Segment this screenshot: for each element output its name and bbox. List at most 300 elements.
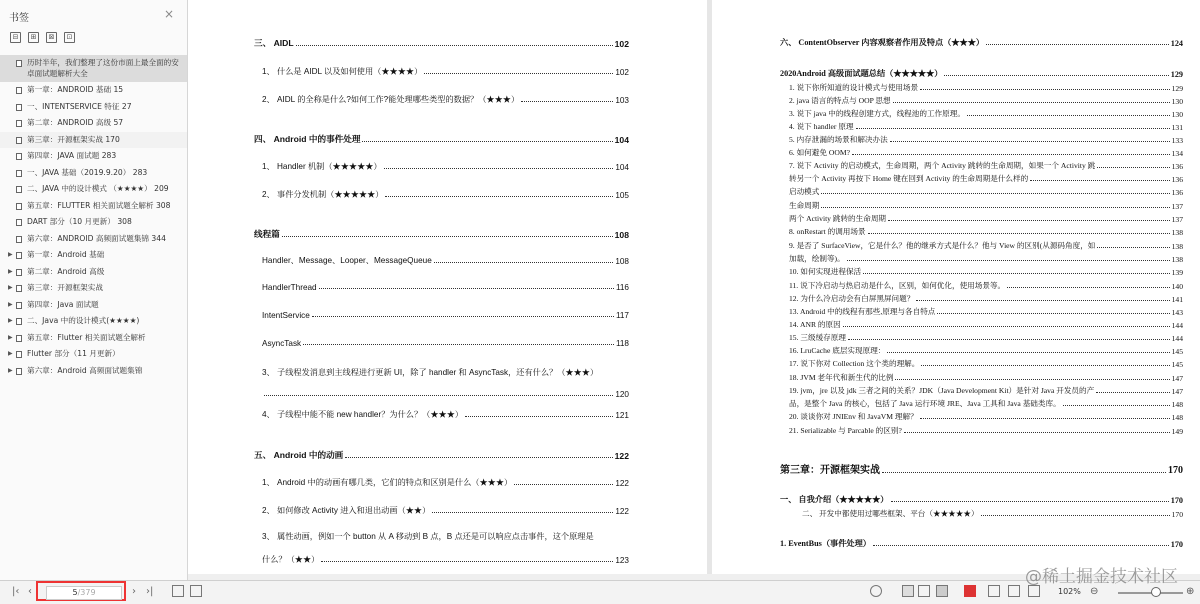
toc-entry-title: Handler、Message、Looper、MessageQueue xyxy=(262,256,432,265)
bookmark-label: 历时半年，我们整理了这份市面上最全面的安卓面试题解析大全 xyxy=(27,58,179,78)
toc-entry[interactable] xyxy=(262,311,629,320)
fit-page-icon[interactable] xyxy=(988,585,1000,597)
bookmark-toolbar xyxy=(10,32,75,43)
bookmark-item[interactable] xyxy=(0,363,187,380)
toc-entry[interactable] xyxy=(789,253,1183,264)
toc-entry-title: 14. ANR 的原因 xyxy=(789,320,841,329)
single-page-icon[interactable] xyxy=(902,585,914,597)
toc-leader-dots xyxy=(904,431,1170,433)
toc-entry-title: 品，是整个 Java 的核心，包括了 Java 运行环境 JRE、Java 工具和 Java 基础类库。 xyxy=(789,399,1061,408)
first-page-button[interactable]: |‹ xyxy=(12,586,20,597)
toc-entry-title: 18. JVM 老年代和新生代的比例 xyxy=(789,373,894,382)
bookmark-page-icon xyxy=(16,219,22,226)
toc-entry-title: 15. 三级缓存原理 xyxy=(789,333,846,342)
bookmark-label: 一、JAVA 基础（2019.9.20） 283 xyxy=(27,167,148,177)
toc-entry[interactable] xyxy=(789,332,1183,343)
bookmark-label: Flutter 部分（11 月更新） xyxy=(27,349,120,358)
next-page-button[interactable]: › xyxy=(132,586,136,597)
toc-leader-dots xyxy=(868,232,1170,234)
bookmark-item[interactable] xyxy=(0,148,187,165)
toc-entry[interactable] xyxy=(262,505,629,516)
toc-leader-dots xyxy=(882,471,1166,473)
zoom-out-icon[interactable]: ⊖ xyxy=(1090,586,1099,597)
toc-entry[interactable] xyxy=(789,345,1183,356)
expand-all-icon[interactable]: ⊟ xyxy=(10,32,21,43)
eye-icon[interactable] xyxy=(870,585,882,597)
toc-entry[interactable] xyxy=(262,367,629,378)
bookmark-item[interactable] xyxy=(0,198,187,215)
toc-page-number: 140 xyxy=(1171,282,1183,291)
page-number-box xyxy=(36,581,126,601)
toc-entry-title: 6. 如何避免 OOM? xyxy=(789,148,850,157)
bookmark-item[interactable] xyxy=(0,165,187,182)
bookmark-label: 第六章：ANDROID 高频面试题集锦 344 xyxy=(27,233,166,243)
page-thumb-icon[interactable] xyxy=(190,585,202,597)
toc-entry[interactable] xyxy=(789,226,1183,237)
toc-leader-dots xyxy=(264,394,613,396)
toc-leader-dots xyxy=(1030,179,1169,181)
toc-page-number: 144 xyxy=(1171,334,1183,343)
bookmark-page-icon xyxy=(16,60,22,67)
toc-entry[interactable] xyxy=(262,255,629,266)
toc-entry-title: 2、 事件分发机制（★★★★★） xyxy=(262,190,384,199)
bookmark-item[interactable] xyxy=(0,214,187,231)
bookmark-page-icon xyxy=(16,335,22,342)
toc-page-number: 170 xyxy=(1171,510,1183,519)
toc-entry-title: 二、 开发中都使用过哪些框架、平台（★★★★★） xyxy=(802,509,979,518)
bookmark-item[interactable] xyxy=(0,132,187,149)
toc-leader-dots xyxy=(385,195,613,197)
toc-entry[interactable] xyxy=(789,108,1183,119)
toc-leader-dots xyxy=(986,43,1169,45)
bookmarks-panel xyxy=(0,0,188,580)
page-count: /379 xyxy=(77,588,96,597)
bookmark-page-icon xyxy=(16,87,22,94)
bookmark-label: 第三章：开源框架实战 xyxy=(27,283,103,292)
toc-entry[interactable] xyxy=(780,538,1183,549)
toc-page-number: 108 xyxy=(614,230,629,240)
toc-page-number: 149 xyxy=(1171,427,1183,436)
toc-entry-title: 转另一个 Activity 再按下 Home 键在回到 Activity 的生命周期是什么样的 xyxy=(789,174,1029,183)
toc-entry[interactable] xyxy=(789,173,1183,184)
toc-entry-title: 5. 内存泄漏的场景和解决办法 xyxy=(789,135,888,144)
toc-entry[interactable] xyxy=(802,508,1183,519)
toc-entry[interactable] xyxy=(262,409,629,420)
toc-leader-dots xyxy=(891,500,1169,502)
toc-entry-title: 10. 如何实现进程保活 xyxy=(789,267,862,276)
toc-page-number: 148 xyxy=(1171,400,1183,409)
toc-page-number: 122 xyxy=(615,507,629,516)
bookmark-item[interactable] xyxy=(0,280,187,297)
bookmark-label: 第四章：JAVA 面试题 283 xyxy=(27,151,117,160)
toc-leader-dots xyxy=(981,514,1170,516)
toc-entry-title: 1、 Handler 机制（★★★★★） xyxy=(262,162,382,171)
page-number-input[interactable] xyxy=(46,586,122,600)
bookmark-label: 二、Java 中的设计模式(★★★★) xyxy=(27,316,140,325)
document-viewer xyxy=(188,0,1200,574)
toc-page-number: 170 xyxy=(1168,465,1183,476)
fit-width-icon[interactable] xyxy=(1008,585,1020,597)
toc-entry[interactable] xyxy=(254,133,629,145)
toc-page-number: 141 xyxy=(1171,295,1183,304)
toc-entry-title: AsyncTask xyxy=(262,339,302,348)
toc-entry-title: 9. 是否了 SurfaceView，它是什么？他的继承方式是什么？他与 View 的区别(从源码角度，如 xyxy=(789,241,1096,250)
toc-leader-dots xyxy=(296,44,613,46)
expand-arrow-icon[interactable]: ▶ xyxy=(8,300,13,308)
toc-page-number: 137 xyxy=(1171,215,1183,224)
bookmark-item[interactable] xyxy=(0,264,187,281)
bookmark-page-icon xyxy=(16,269,22,276)
bookmark-page-icon xyxy=(16,318,22,325)
toc-page-number: 104 xyxy=(614,135,629,145)
bookmark-page-icon xyxy=(16,351,22,358)
toc-leader-dots xyxy=(303,343,614,345)
add-page-icon[interactable] xyxy=(172,585,184,597)
toc-leader-dots xyxy=(852,153,1170,155)
play-icon[interactable] xyxy=(964,585,976,597)
toc-leader-dots xyxy=(282,235,613,237)
toc-entry[interactable] xyxy=(789,358,1183,369)
bookmark-page-icon xyxy=(16,186,22,193)
toc-entry-title: 20. 谈谈你对 JNIEnv 和 JavaVM 理解？ xyxy=(789,412,918,421)
toc-entry-title: 1、 什么是 AIDL 以及如何使用（★★★★） xyxy=(262,67,423,76)
toc-leader-dots xyxy=(873,544,1169,546)
bookmark-page-icon xyxy=(16,368,22,375)
bookmark-label: 二、JAVA 中的设计模式 （★★★★） 209 xyxy=(27,184,169,193)
toc-page-number: 102 xyxy=(615,68,629,77)
expand-arrow-icon[interactable]: ▶ xyxy=(8,333,13,341)
toc-entry[interactable] xyxy=(262,390,629,399)
toc-entry[interactable] xyxy=(262,161,629,172)
bookmark-label: 一、INTENTSERVICE 特征 27 xyxy=(27,101,132,111)
bookmark-item[interactable] xyxy=(0,181,187,198)
toc-leader-dots xyxy=(890,140,1170,142)
watermark: @稀土掘金技术社区 xyxy=(1025,567,1178,587)
bookmark-item[interactable] xyxy=(0,297,187,314)
toc-leader-dots xyxy=(887,351,1169,353)
toc-entry[interactable] xyxy=(262,94,629,105)
toc-leader-dots xyxy=(895,378,1169,380)
bookmark-page-icon xyxy=(16,170,22,177)
toc-leader-dots xyxy=(319,287,614,289)
toc-page-number: 123 xyxy=(615,556,629,565)
toc-leader-dots xyxy=(1097,246,1169,248)
toc-page-number: 145 xyxy=(1171,347,1183,356)
toc-entry[interactable] xyxy=(254,37,629,49)
expand-arrow-icon[interactable]: ▶ xyxy=(8,284,13,291)
page-number-value: 5 xyxy=(72,588,78,597)
toc-entry-title: 4、 子线程中能不能 new handler？为什么？（★★★） xyxy=(262,410,464,419)
toc-leader-dots xyxy=(1096,391,1169,393)
toc-page-number: 147 xyxy=(1171,387,1183,396)
toc-page-number: 122 xyxy=(615,479,629,488)
toc-entry[interactable] xyxy=(789,213,1183,224)
toc-entry[interactable] xyxy=(780,494,1183,505)
toc-entry[interactable] xyxy=(789,160,1183,171)
toc-page-number: 117 xyxy=(615,311,629,320)
bookmark-label: 第二章：Android 高级 xyxy=(27,266,105,276)
toc-page-number: 145 xyxy=(1171,360,1183,369)
prev-page-button[interactable]: ‹ xyxy=(28,586,32,597)
toc-page-number: 108 xyxy=(615,257,629,266)
pdf-page-right xyxy=(712,0,1200,574)
toc-leader-dots xyxy=(321,560,613,562)
collapse-all-icon[interactable]: ⊞ xyxy=(28,32,39,43)
bookmark-page-icon xyxy=(16,285,22,292)
toc-entry[interactable] xyxy=(789,134,1183,145)
toc-leader-dots xyxy=(424,72,613,74)
toc-page-number: 148 xyxy=(1171,413,1183,422)
toc-page-number: 129 xyxy=(1170,70,1183,79)
bookmark-item[interactable] xyxy=(0,330,187,347)
toc-entry-title: 什么？（★★） xyxy=(262,555,320,564)
bookmark-label: 第五章：Flutter 相关面试题全解析 xyxy=(27,332,146,342)
bookmark-label: 第一章：ANDROID 基础 15 xyxy=(27,85,124,94)
close-panel-icon[interactable]: × xyxy=(164,7,175,21)
toc-entry-title: 12. 为什么冷启动会有白屏黑屏问题？ xyxy=(789,294,915,303)
toc-entry-title: 13. Android 中的线程有那些,原理与各自特点 xyxy=(789,307,936,316)
toc-entry[interactable] xyxy=(789,95,1183,106)
toc-entry-title: 4. 说下 handler 原理 xyxy=(789,122,854,131)
toc-entry-title: 一、 自我介绍（★★★★★） xyxy=(780,495,889,504)
toc-entry[interactable] xyxy=(789,293,1183,304)
toc-entry[interactable] xyxy=(262,283,629,292)
zoom-in-icon[interactable]: ⊕ xyxy=(1186,586,1195,597)
bookmark-label: 第四章：Java 面试题 xyxy=(27,299,99,309)
bookmark-page-icon xyxy=(16,252,22,259)
toc-leader-dots xyxy=(521,100,613,102)
toc-entry[interactable] xyxy=(789,186,1183,197)
toc-page-number: 170 xyxy=(1170,496,1183,505)
bookmark-label: 第二章：ANDROID 高级 57 xyxy=(27,118,124,127)
toc-entry[interactable] xyxy=(262,531,629,542)
toc-leader-dots xyxy=(1097,166,1169,168)
toc-entry[interactable] xyxy=(789,200,1183,211)
toc-leader-dots xyxy=(432,511,613,513)
toc-page-number: 124 xyxy=(1170,39,1183,48)
toc-entry-title: 线程篇 xyxy=(254,229,280,239)
toc-entry-title: 2. java 语言的特点与 OOP 思想 xyxy=(789,96,891,105)
expand-arrow-icon[interactable]: ▶ xyxy=(8,267,13,275)
toc-entry-title: 19. jvm，jre 以及 jdk 三者之间的关系？JDK（Java Development Kit）是针对 Java 开发员的产 xyxy=(789,386,1095,395)
toc-entry[interactable] xyxy=(789,147,1183,158)
toc-entry-title: 8. onRestart 的调用场景 xyxy=(789,227,866,236)
bookmark-label: DART 部分（10 月更新） 308 xyxy=(27,217,132,226)
continuous-page-icon[interactable] xyxy=(918,585,930,597)
toc-entry-title: 3. 说下 java 中的线程创建方式，线程池的工作原理。 xyxy=(789,109,965,118)
toc-leader-dots xyxy=(465,415,613,417)
toc-leader-dots xyxy=(937,312,1169,314)
toc-entry-title: 加载，绘制等)。 xyxy=(789,254,845,263)
toc-page-number: 136 xyxy=(1171,175,1183,184)
bookmark-item[interactable] xyxy=(0,247,187,264)
toc-entry[interactable] xyxy=(789,121,1183,132)
expand-arrow-icon[interactable]: ▶ xyxy=(8,251,13,258)
toc-entry[interactable] xyxy=(789,82,1183,93)
toc-page-number: 143 xyxy=(1171,308,1183,317)
toc-entry-title: 11. 说下冷启动与热启动是什么，区别，如何优化，使用场景等。 xyxy=(789,281,1006,290)
toc-entry[interactable] xyxy=(789,385,1183,396)
bookmarks-title: 书签 xyxy=(9,13,29,24)
toc-entry-title: 六、 ContentObserver 内容观察者作用及特点（★★★） xyxy=(780,38,985,47)
toc-leader-dots xyxy=(384,167,614,169)
bookmark-item[interactable] xyxy=(0,231,187,248)
toc-entry[interactable] xyxy=(789,425,1183,436)
toc-leader-dots xyxy=(920,417,1170,419)
bookmark-label: 第一章：Android 基础 xyxy=(27,250,105,259)
toc-page-number: 144 xyxy=(1171,321,1183,330)
toc-entry-title: 16. LruCache 底层实现原理： xyxy=(789,346,886,355)
bookmark-label: 第三章：开源框架实战 170 xyxy=(27,134,120,144)
toc-page-number: 120 xyxy=(615,390,629,399)
toc-page-number: 138 xyxy=(1171,242,1183,251)
bookmark-icon[interactable]: ⊡ xyxy=(64,32,75,43)
toc-page-number: 129 xyxy=(1171,84,1183,93)
pdf-page-left xyxy=(188,0,707,574)
bookmark-item[interactable] xyxy=(0,99,187,116)
toc-page-number: 138 xyxy=(1171,228,1183,237)
toc-entry[interactable] xyxy=(789,319,1183,330)
toc-page-number: 130 xyxy=(1171,97,1183,106)
toc-page-number: 136 xyxy=(1171,188,1183,197)
bookmark-item[interactable] xyxy=(0,115,187,132)
toc-leader-dots xyxy=(920,88,1170,90)
toc-page-number: 102 xyxy=(614,39,629,49)
toc-entry-title: 1. EventBus（事件处理） xyxy=(780,539,871,548)
toc-entry-title: HandlerThread xyxy=(262,283,317,292)
toc-entry[interactable] xyxy=(789,280,1183,291)
toc-page-number: 134 xyxy=(1171,149,1183,158)
toc-leader-dots xyxy=(821,206,1169,208)
toc-entry-title: 四、 Android 中的事件处理 xyxy=(254,134,361,144)
bookmark-item[interactable] xyxy=(0,346,187,363)
toc-leader-dots xyxy=(893,101,1170,103)
bookmark-page-icon xyxy=(16,302,22,309)
toc-page-number: 118 xyxy=(615,339,629,348)
toc-entry-title: 2、 AIDL 的全称是什么?如何工作?能处理哪些类型的数据？（★★★） xyxy=(262,95,520,104)
toc-leader-dots xyxy=(856,127,1170,129)
toc-entry[interactable] xyxy=(789,240,1183,251)
toc-page-number: 170 xyxy=(1170,540,1183,549)
toc-entry-title: 3、 属性动画，例如一个 button 从 A 移动到 B 点，B 点还是可以响应点击事件，这个原理是 xyxy=(262,532,594,541)
toc-page-number: 105 xyxy=(615,191,629,200)
toc-entry[interactable] xyxy=(789,411,1183,422)
toc-entry-title: 五、 Android 中的动画 xyxy=(254,450,344,460)
bookmark-page-icon xyxy=(16,120,22,127)
toc-entry[interactable] xyxy=(789,306,1183,317)
toc-page-number: 104 xyxy=(615,163,629,172)
toc-entry-title: 3、 子线程发消息到主线程进行更新 UI，除了 handler 和 AsyncTask，还有什么？（★★★） xyxy=(262,368,599,377)
expand-arrow-icon[interactable]: ▶ xyxy=(8,317,13,324)
bookmark-list xyxy=(0,55,187,379)
status-bar xyxy=(0,580,1200,604)
expand-arrow-icon[interactable]: ▶ xyxy=(8,350,13,357)
last-page-button[interactable]: ›| xyxy=(146,586,154,597)
toc-leader-dots xyxy=(362,140,612,142)
zoom-slider-knob[interactable] xyxy=(1151,587,1161,597)
toc-entry-title: 生命周期 xyxy=(789,201,820,210)
toc-entry[interactable] xyxy=(780,68,1183,79)
bookmark-item[interactable] xyxy=(0,82,187,99)
toc-leader-dots xyxy=(967,114,1170,116)
toc-leader-dots xyxy=(1063,404,1170,406)
toc-entry-title: 2020Android 高级面试题总结（★★★★★） xyxy=(780,69,943,78)
toc-entry-title: 1. 说下你所知道的设计模式与使用场景 xyxy=(789,83,919,92)
toc-page-number: 136 xyxy=(1171,162,1183,171)
toc-entry[interactable] xyxy=(254,228,629,240)
toc-page-number: 122 xyxy=(614,451,629,461)
toc-entry-title: 21. Serializable 与 Parcable 的区别? xyxy=(789,426,902,435)
toc-page-number: 103 xyxy=(615,96,629,105)
toc-entry[interactable] xyxy=(789,372,1183,383)
bookmark-item[interactable] xyxy=(0,55,187,82)
toc-page-number: 139 xyxy=(1171,268,1183,277)
toc-leader-dots xyxy=(1007,286,1169,288)
toc-leader-dots xyxy=(821,192,1169,194)
toc-entry[interactable] xyxy=(262,339,629,348)
toc-entry[interactable] xyxy=(789,266,1183,277)
toc-entry-title: 第三章：开源框架实战 xyxy=(780,465,880,476)
toc-entry[interactable] xyxy=(262,554,629,565)
toc-page-number: 137 xyxy=(1171,202,1183,211)
two-page-icon[interactable] xyxy=(936,585,948,597)
toc-entry[interactable] xyxy=(262,66,629,77)
toc-entry-title: 三、 AIDL xyxy=(254,38,294,48)
toc-leader-dots xyxy=(921,364,1169,366)
bookmark-page-icon xyxy=(16,203,22,210)
bookmark-label: 第六章：Android 高频面试题集锦 xyxy=(27,365,143,375)
add-bookmark-icon[interactable]: ⊠ xyxy=(46,32,57,43)
toc-entry-title: 7. 说下 Activity 的启动模式，生命周期，两个 Activity 跳转的生命周期，如果一个 Activity 跳 xyxy=(789,161,1096,170)
toc-page-number: 116 xyxy=(615,283,629,292)
toc-leader-dots xyxy=(848,338,1170,340)
toc-leader-dots xyxy=(847,259,1170,261)
toc-page-number: 133 xyxy=(1171,136,1183,145)
toc-leader-dots xyxy=(944,74,1168,76)
toc-entry[interactable] xyxy=(254,449,629,461)
toc-entry[interactable] xyxy=(262,189,629,200)
bookmark-page-icon xyxy=(16,104,22,111)
toc-entry-title: 2、 如何修改 Activity 进入和退出动画（★★） xyxy=(262,506,431,515)
toc-leader-dots xyxy=(916,299,1169,301)
toc-entry-title: 1、 Android 中的动画有哪几类，它们的特点和区别是什么（★★★） xyxy=(262,478,513,487)
toc-page-number: 147 xyxy=(1171,374,1183,383)
toc-leader-dots xyxy=(863,272,1169,274)
bookmark-page-icon xyxy=(16,236,22,243)
toc-page-number: 138 xyxy=(1171,255,1183,264)
toc-leader-dots xyxy=(345,456,612,458)
bookmark-page-icon xyxy=(16,153,22,160)
bookmark-label: 第五章：FLUTTER 相关面试题全解析 308 xyxy=(27,200,171,210)
toc-entry[interactable] xyxy=(780,37,1183,48)
bookmark-page-icon xyxy=(16,137,22,144)
zoom-level[interactable]: 102% xyxy=(1058,587,1081,596)
toc-entry-title: 17. 说下你对 Collection 这个类的理解。 xyxy=(789,359,920,368)
toc-entry-title: 启动模式 xyxy=(789,187,820,196)
toc-leader-dots xyxy=(312,315,614,317)
toc-entry-title: 两个 Activity 跳转的生命周期 xyxy=(789,214,887,223)
toc-entry[interactable] xyxy=(262,477,629,488)
bookmark-item[interactable] xyxy=(0,313,187,330)
toc-entry[interactable] xyxy=(789,398,1183,409)
expand-arrow-icon[interactable]: ▶ xyxy=(8,366,13,374)
toc-page-number: 130 xyxy=(1171,110,1183,119)
toc-leader-dots xyxy=(514,483,613,485)
toc-leader-dots xyxy=(434,261,614,263)
toc-entry[interactable] xyxy=(780,461,1183,476)
toc-page-number: 121 xyxy=(615,411,629,420)
toc-leader-dots xyxy=(888,219,1170,221)
